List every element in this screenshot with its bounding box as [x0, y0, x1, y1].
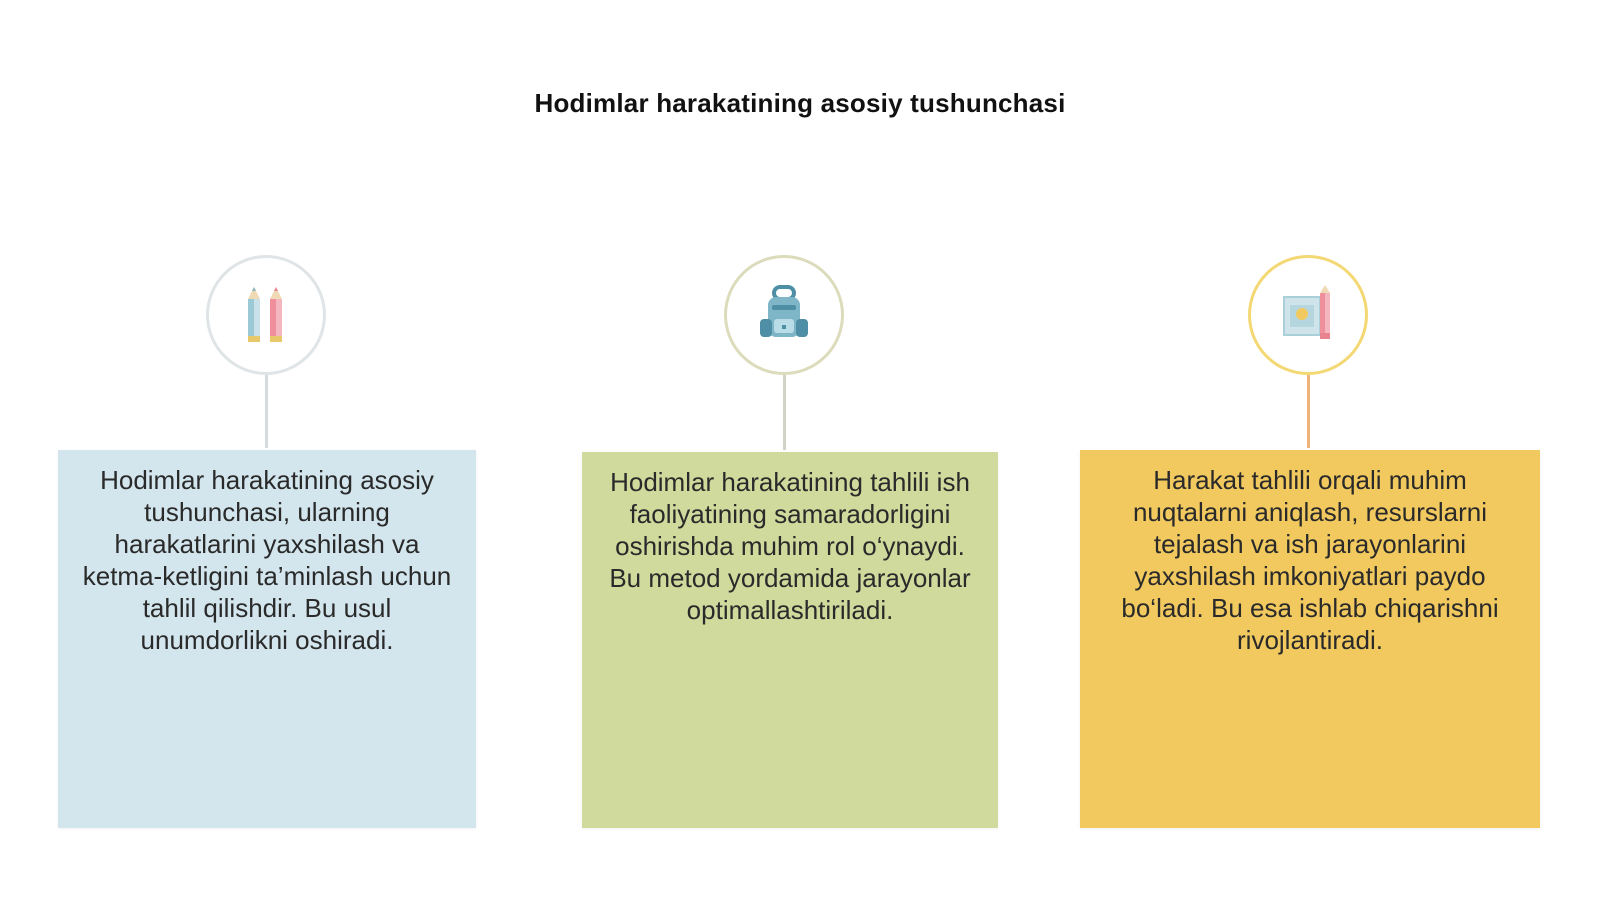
- backpack-icon: [754, 283, 814, 347]
- pencils-icon: [236, 283, 296, 347]
- icon-circle-1: [206, 255, 326, 375]
- card-text-2: Hodimlar harakatining tahlili ish faoliyatining samaradorligini oshirishda muhim rol o‘ynaydi. Bu metod yordamida jarayonlar optimallashtiriladi.: [609, 467, 971, 625]
- card-1: [58, 450, 476, 828]
- icon-circle-3: [1248, 255, 1368, 375]
- card-3: [1080, 450, 1540, 828]
- card-text-1: Hodimlar harakatining asosiy tushunchasi, ularning harakatlarini yaxshilash va ketma-ketligini ta’minlash uchun tahlil qilishdir. Bu usul unumdorlikni oshiradi.: [82, 465, 452, 655]
- connector-line-3: [1307, 375, 1310, 448]
- card-text-3: Harakat tahlili orqali muhim nuqtalarni aniqlash, resurslarni tejalash va ish jarayonlarini yaxshilash imkoniyatlari paydo bo‘ladi. Bu esa ishlab chiqarishni rivojlantiradi.: [1121, 465, 1499, 655]
- card-2: [582, 452, 998, 828]
- connector-line-1: [265, 375, 268, 448]
- icon-circle-2: [724, 255, 844, 375]
- connector-line-2: [783, 375, 786, 450]
- picture-and-pencil-icon: [1278, 283, 1338, 347]
- page-title: Hodimlar harakatining asosiy tushunchasi: [534, 88, 1066, 118]
